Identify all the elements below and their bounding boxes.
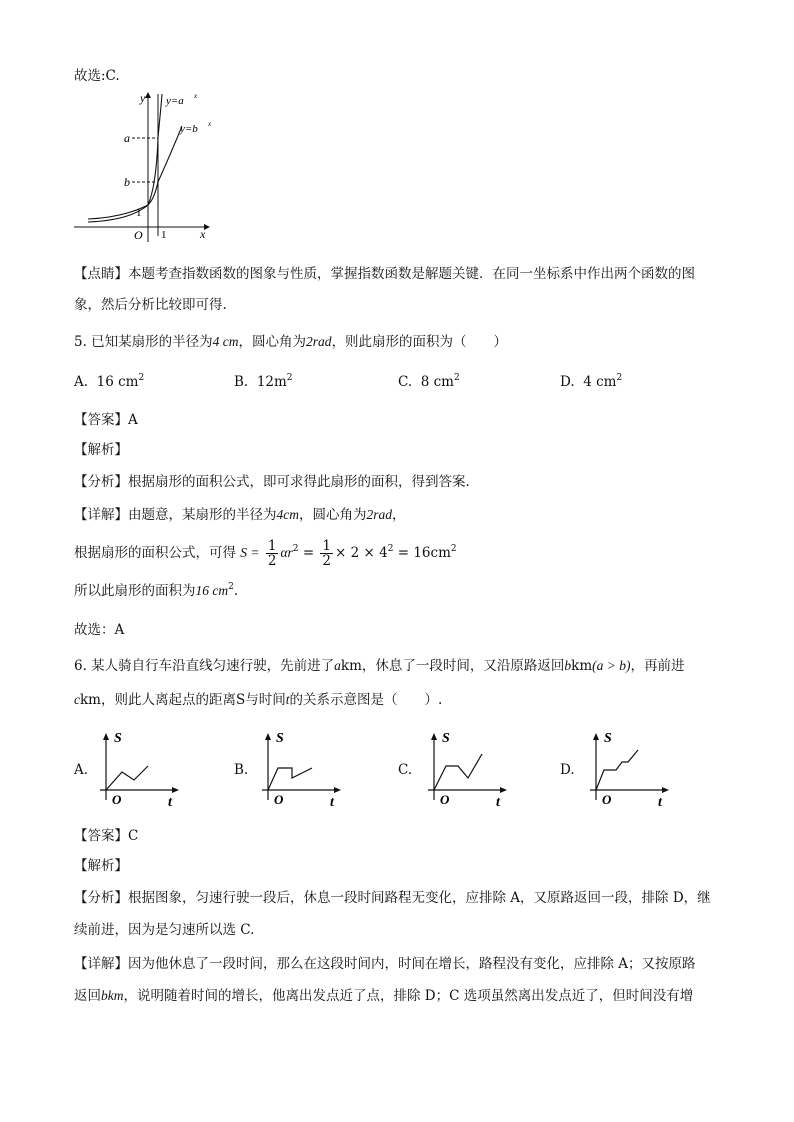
y-axis-label: y [140,91,146,105]
tick-a-label: a [124,131,130,145]
svg-text:O: O [112,792,122,807]
q6-analysis-line-1: 【分析】根据图象，匀速行驶一段后，休息一段时间路程无变化，应排除 A，又原路返回一段，排除 D，继 [74,890,711,906]
curve-a-label: y=a [166,95,184,107]
svg-text:S: S [442,731,450,746]
comment-line-2: 象，然后分析比较即可得. [74,297,227,313]
curve-a-exp: x [194,92,198,100]
svg-text:t: t [658,795,662,808]
q6-option-a-graph [96,728,186,808]
origin-label: O [134,228,143,242]
q5-analysis-title: 【解析】 [74,442,128,458]
q6-option-d-letter: D. [560,762,575,778]
svg-text:S: S [114,731,122,746]
q6-stem-line-1: 6. 某人骑自行车沿直线匀速行驶，先前进了akm，休息了一段时间，又沿原路返回bkm(a > b)，再前进 [74,658,685,674]
q5-choose: 故选：A [74,622,125,638]
q5-option-c: C. 8 $cm^2$ [398,373,460,390]
q5-formula: 根据扇形的面积公式，可得 S = $\frac{1}{2}$ $\alpha r^2$ = $\frac{1}{2}$ × $2 \times 4^2 = 16cm^2$ [74,538,457,569]
q6-option-d-graph [586,728,676,808]
q5-option-b: B. $12m^2$ [234,373,293,390]
q5-angle: 2rad [306,334,332,349]
tick-1y-label: 1 [136,207,142,219]
q6-option-a-letter: A. [74,762,89,778]
svg-text:O: O [602,792,612,807]
q6-stem-line-2: ckm，则此人离起点的距离S与时间t的关系示意图是（ ）. [74,692,443,708]
choose-c-text: 故选:C. [74,68,120,84]
q5-analysis: 【分析】根据扇形的面积公式，即可求得此扇形的面积，得到答案. [74,474,470,490]
svg-text:S: S [276,731,284,746]
svg-text:O: O [440,792,450,807]
svg-text:O: O [274,792,284,807]
q5-option-a: A. 16 $cm^2$ [74,373,145,390]
svg-text:t: t [168,795,172,808]
q5-stem: 5. 已知某扇形的半径为4 cm，圆心角为2rad，则此扇形的面积为（ ） [74,334,508,350]
q6-detail-line-1: 【详解】因为他休息了一段时间，那么在这段时间内，时间在增长，路程没有变化，应排除 A；又按原路 [74,956,696,972]
q6-option-b-graph [258,728,348,808]
curve-b-exp: x [208,120,212,128]
svg-text:S: S [604,731,612,746]
q6-option-c-graph [424,728,514,808]
svg-text:t: t [496,795,500,808]
exponential-graph [70,86,220,246]
q6-analysis-title: 【解析】 [74,858,128,874]
tick-1x-label: 1 [161,229,167,241]
q5-answer: 【答案】A [74,412,138,428]
q5-option-d: D. 4 $cm^2$ [560,373,623,390]
q6-detail-line-2: 返回bkm，说明随着时间的增长，他离出发点近了点，排除 D；C 选项虽然离出发点近了，但时间没有增 [74,988,694,1004]
q5-detail: 【详解】由题意，某扇形的半径为4cm，圆心角为2rad， [74,507,406,523]
q5-conclusion: 所以此扇形的面积为16 $cm^2$. [74,582,239,599]
q6-option-b-letter: B. [234,762,249,778]
q6-analysis-line-2: 续前进，因为是匀速所以选 C. [74,922,255,938]
curve-b-label: y=b [180,123,198,135]
comment-line-1: 【点睛】本题考查指数函数的图象与性质，掌握指数函数是解题关键．在同一坐标系中作出两个函数的图 [74,266,695,282]
svg-text:t: t [330,795,334,808]
q5-radius: 4 cm [212,334,239,349]
tick-b-label: b [124,175,130,189]
q6-answer: 【答案】C [74,828,139,844]
q6-option-c-letter: C. [398,762,413,778]
x-axis-label: x [200,227,206,241]
